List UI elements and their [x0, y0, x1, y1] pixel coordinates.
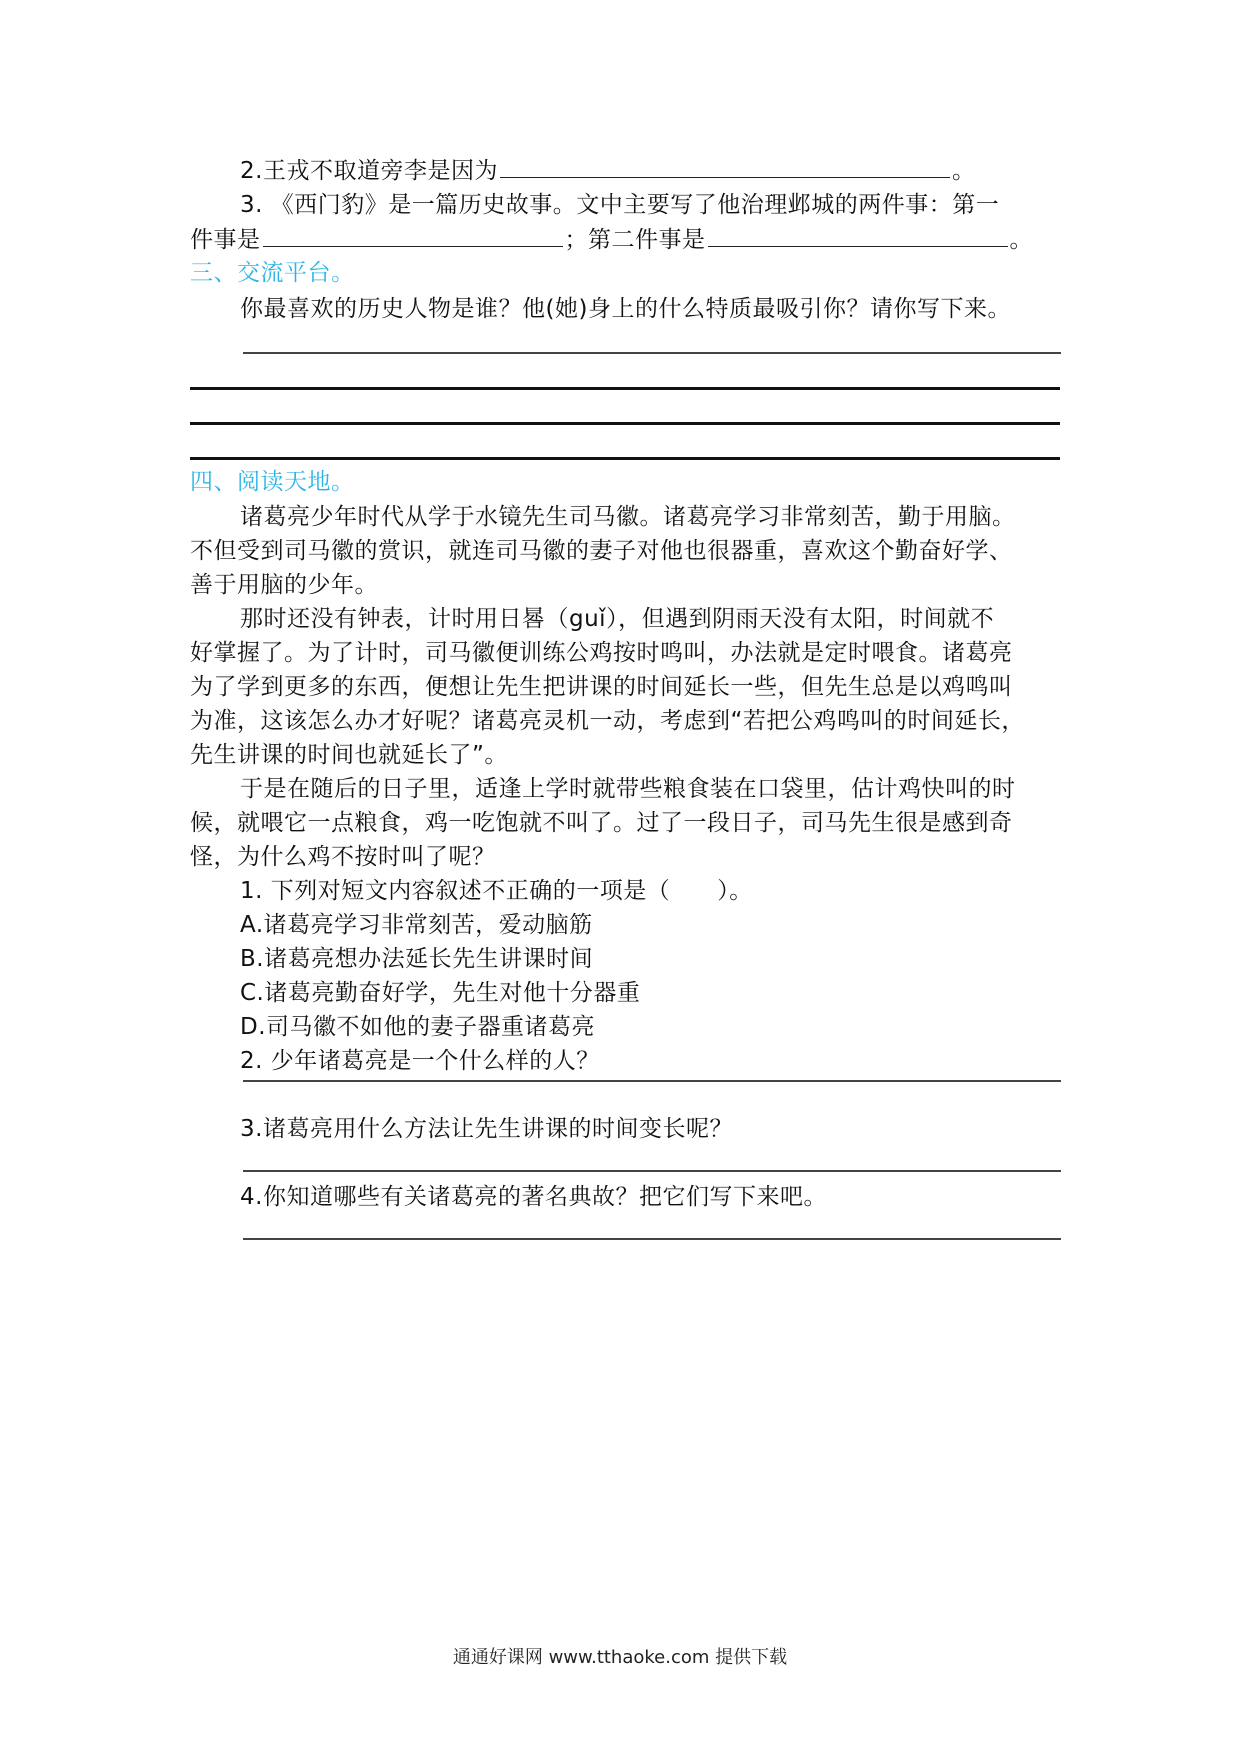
option-b[interactable]: B.诸葛亮想办法延长先生讲课时间	[240, 946, 594, 972]
question-3-line2	[190, 222, 1060, 257]
writing-line-3[interactable]	[190, 422, 1060, 425]
answer-line-q4[interactable]	[243, 1238, 1061, 1240]
question-3-part2: ；第二件事是	[564, 227, 706, 253]
section-3-prompt: 你最喜欢的历史人物是谁？他(她)身上的什么特质最吸引你？请你写下来。	[240, 296, 1011, 322]
passage-line: 诸葛亮少年时代从学于水镜先生司马徽。诸葛亮学习非常刻苦，勤于用脑。	[240, 504, 1016, 530]
answer-line-q3[interactable]	[243, 1170, 1061, 1172]
passage-line: 于是在随后的日子里，适逢上学时就带些粮食装在口袋里，估计鸡快叫的时	[240, 776, 1016, 802]
passage-line: 为准，这该怎么办才好呢？诸葛亮灵机一动，考虑到“若把公鸡鸣叫的时间延长，	[190, 708, 1025, 734]
reading-question-2: 2. 少年诸葛亮是一个什么样的人？	[240, 1048, 600, 1074]
answer-line-q2[interactable]	[243, 1080, 1061, 1082]
passage-line: 那时还没有钟表，计时用日晷（guǐ），但遇到阴雨天没有太阳，时间就不	[240, 606, 995, 632]
question-2	[190, 153, 1060, 188]
section-4-heading: 四、阅读天地。	[190, 469, 355, 495]
passage-line: 好掌握了。为了计时，司马徽便训练公鸡按时鸣叫，办法就是定时喂食。诸葛亮	[190, 640, 1013, 666]
question-3-part1: 件事是	[190, 227, 261, 253]
passage-line: 不但受到司马徽的赏识，就连司马徽的妻子对他也很器重，喜欢这个勤奋好学、	[190, 538, 1013, 564]
question-3-text: 3. 《西门豹》是一篇历史故事。文中主要写了他治理邺城的两件事：第一	[240, 192, 1000, 218]
passage-line: 先生讲课的时间也就延长了”。	[190, 742, 508, 768]
question-3-line1	[190, 188, 1060, 222]
answer-blank-q2[interactable]	[500, 153, 950, 178]
question-2-suffix: 。	[951, 158, 976, 184]
writing-line-2[interactable]	[190, 387, 1060, 390]
option-c[interactable]: C.诸葛亮勤奋好学，先生对他十分器重	[240, 980, 641, 1006]
question-2-prefix: 2.王戎不取道旁李是因为	[240, 158, 498, 184]
option-d[interactable]: D.司马徽不如他的妻子器重诸葛亮	[240, 1014, 596, 1040]
answer-blank-q3-first[interactable]	[263, 222, 563, 247]
section-3-heading: 三、交流平台。	[190, 260, 355, 286]
question-3-end: 。	[1009, 227, 1033, 253]
passage-line: 候，就喂它一点粮食，鸡一吃饱就不叫了。过了一段日子，司马先生很是感到奇	[190, 810, 1013, 836]
passage-line: 善于用脑的少年。	[190, 572, 378, 598]
passage-line: 怪，为什么鸡不按时叫了呢？	[190, 844, 496, 870]
reading-question-3: 3.诸葛亮用什么方法让先生讲课的时间变长呢？	[240, 1116, 733, 1142]
reading-question-1: 1. 下列对短文内容叙述不正确的一项是（ ）。	[240, 878, 753, 904]
option-a[interactable]: A.诸葛亮学习非常刻苦，爱动脑筋	[240, 912, 593, 938]
passage-line: 为了学到更多的东西，便想让先生把讲课的时间延长一些，但先生总是以鸡鸣叫	[190, 674, 1013, 700]
reading-question-4: 4.你知道哪些有关诸葛亮的著名典故？把它们写下来吧。	[240, 1184, 827, 1210]
answer-blank-q3-second[interactable]	[708, 222, 1008, 247]
writing-line-4[interactable]	[190, 457, 1060, 460]
page-footer: 通通好课网 www.tthaoke.com 提供下载	[452, 1647, 788, 1668]
writing-line-1[interactable]	[243, 352, 1061, 354]
